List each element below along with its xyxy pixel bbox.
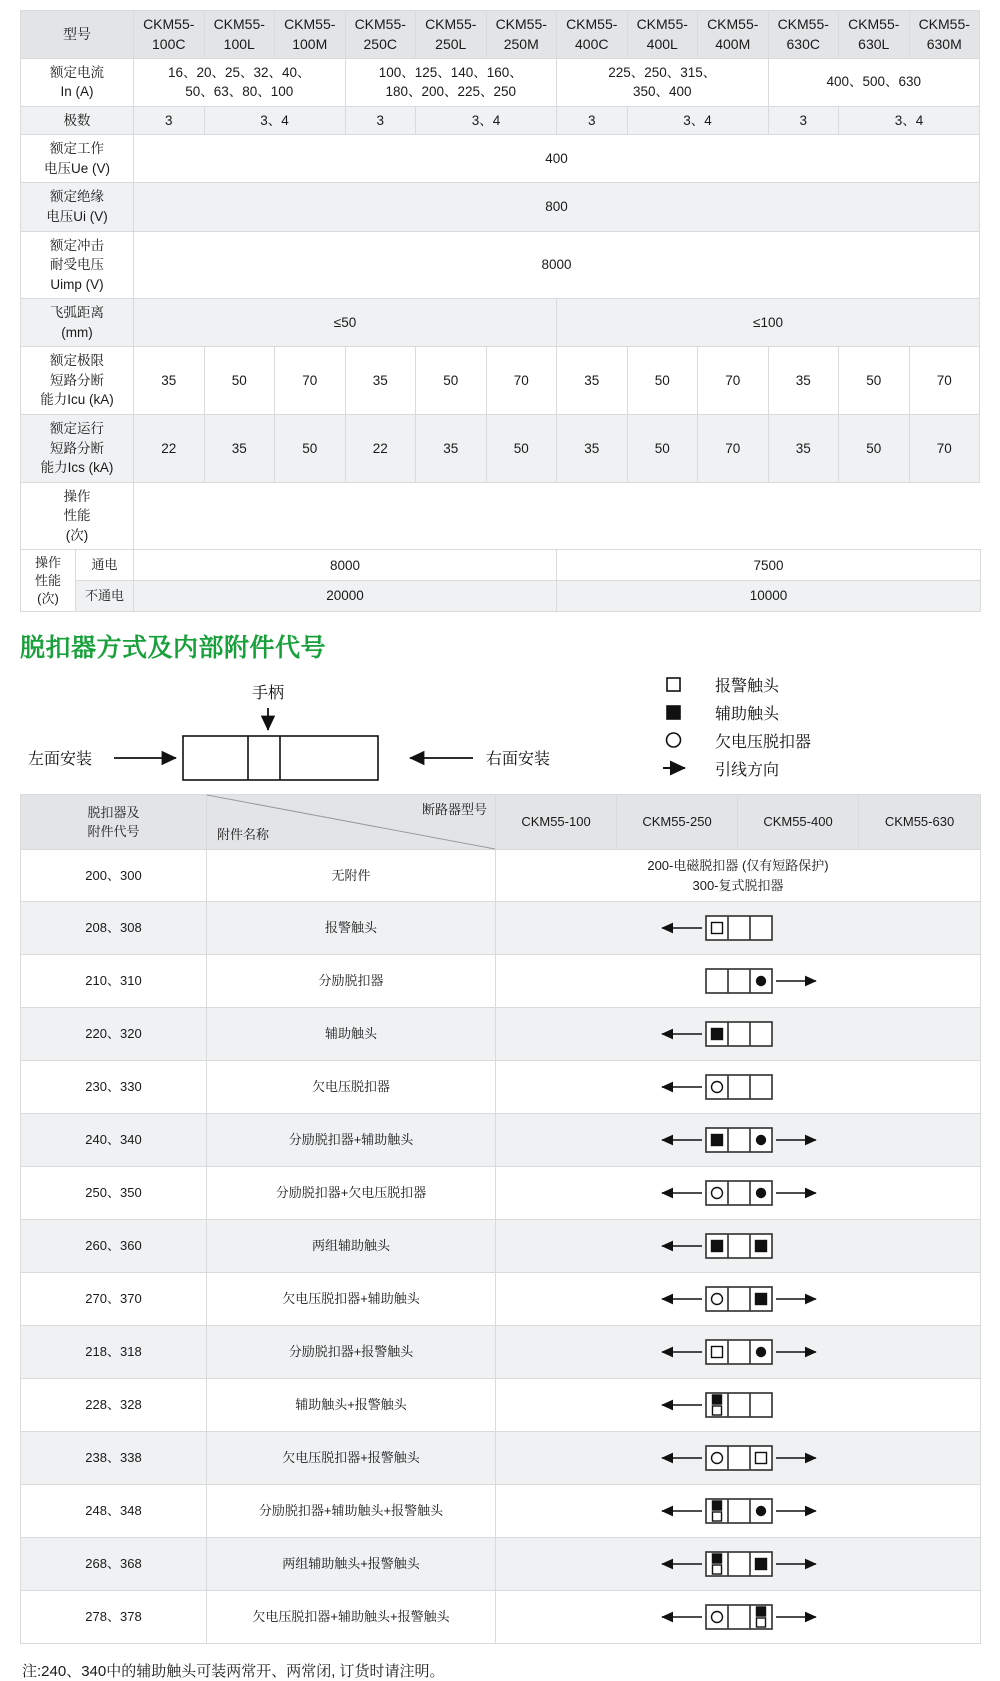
rated-current-group: 100、125、140、160、 180、200、225、250 — [345, 58, 557, 106]
poles-value: 3、4 — [627, 106, 768, 135]
icu-value: 35 — [345, 347, 416, 415]
ics-value: 50 — [275, 415, 346, 483]
diagram-zone — [0, 668, 1000, 786]
table-row-working-voltage — [21, 135, 980, 183]
accessory-diagram — [618, 1332, 858, 1372]
acc-diagram-cell — [496, 1273, 981, 1326]
impulse-voltage-value: 8000 — [134, 231, 980, 299]
acc-code: 200、300 — [21, 850, 207, 902]
row-label-insulation-voltage: 额定绝缘 电压Ui (V) — [21, 183, 134, 231]
legend-label: 引线方向 — [715, 762, 780, 780]
hollow-square-icon — [756, 1453, 767, 1464]
acc-row — [21, 1538, 981, 1591]
section-heading: 脱扣器方式及内部附件代号 — [20, 634, 327, 663]
poles-value: 3、4 — [204, 106, 345, 135]
operation-label: 操作 性能 (次) — [21, 550, 76, 612]
hollow-circle-icon — [712, 1188, 723, 1199]
acc-code: 240、340 — [21, 1114, 207, 1167]
acc-row — [21, 1326, 981, 1379]
model-cell: CKM55-630M — [909, 11, 980, 59]
acc-name: 辅助触头 — [207, 1008, 496, 1061]
filled-square-icon — [667, 706, 680, 719]
table-row-arc-distance — [21, 299, 980, 347]
icu-value: 35 — [134, 347, 205, 415]
acc-diagram-cell — [496, 1485, 981, 1538]
model-cell: CKM55-400M — [698, 11, 769, 59]
acc-header-breaker-model-label: 断路器型号 — [421, 802, 487, 818]
acc-row — [21, 1273, 981, 1326]
ics-value: 22 — [345, 415, 416, 483]
hollow-square-icon — [712, 1565, 721, 1574]
hollow-circle-icon — [712, 1082, 723, 1093]
ics-value: 22 — [134, 415, 205, 483]
model-cell: CKM55-400L — [627, 11, 698, 59]
filled-square-icon — [712, 1395, 721, 1404]
acc-diagram-cell — [496, 1008, 981, 1061]
filled-circle-icon — [756, 976, 766, 986]
working-voltage-value: 400 — [134, 135, 980, 183]
ics-value: 35 — [557, 415, 628, 483]
icu-value: 70 — [698, 347, 769, 415]
acc-name: 两组辅助触头 — [207, 1220, 496, 1273]
icu-value: 50 — [839, 347, 910, 415]
poles-value: 3、4 — [839, 106, 980, 135]
accessory-diagram — [618, 1279, 858, 1319]
acc-diagram-cell — [496, 1167, 981, 1220]
accessory-diagram — [618, 1597, 858, 1637]
acc-code: 248、348 — [21, 1485, 207, 1538]
ics-value: 70 — [909, 415, 980, 483]
icu-value: 50 — [416, 347, 487, 415]
table-row-deenergized — [21, 581, 981, 612]
handle-label: 手柄 — [251, 685, 285, 703]
accessory-diagram — [618, 1173, 858, 1213]
acc-name: 报警触头 — [207, 902, 496, 955]
acc-name: 分励脱扣器+欠电压脱扣器 — [207, 1167, 496, 1220]
filled-circle-icon — [756, 1506, 766, 1516]
acc-row-no-accessory — [21, 850, 981, 902]
deenergized-value: 10000 — [557, 581, 981, 612]
hollow-circle-icon — [712, 1453, 723, 1464]
ics-value: 70 — [698, 415, 769, 483]
model-cell: CKM55-250C — [345, 11, 416, 59]
acc-header-accessory-name-label: 附件名称 — [217, 826, 270, 842]
acc-code: 220、320 — [21, 1008, 207, 1061]
legend-label: 欠电压脱扣器 — [715, 734, 812, 752]
acc-row — [21, 1008, 981, 1061]
icu-value: 50 — [204, 347, 275, 415]
deenergized-value: 20000 — [134, 581, 557, 612]
filled-square-icon — [756, 1607, 765, 1616]
accessory-diagram — [618, 1491, 858, 1531]
ics-value: 50 — [839, 415, 910, 483]
acc-name: 两组辅助触头+报警触头 — [207, 1538, 496, 1591]
table-row-ics — [21, 415, 980, 483]
hollow-square-icon — [756, 1618, 765, 1627]
hollow-square-icon — [712, 1512, 721, 1521]
model-cell: CKM55-630C — [768, 11, 839, 59]
acc-row — [21, 1220, 981, 1273]
acc-name: 分励脱扣器+辅助触头 — [207, 1114, 496, 1167]
table-row-operation-energized — [21, 482, 980, 550]
acc-name: 分励脱扣器 — [207, 955, 496, 1008]
handle-mounting-diagram — [18, 668, 618, 786]
poles-value: 3 — [768, 106, 839, 135]
acc-diagram-cell — [496, 955, 981, 1008]
poles-value: 3 — [557, 106, 628, 135]
icu-value: 50 — [627, 347, 698, 415]
acc-row — [21, 1432, 981, 1485]
acc-name: 分励脱扣器+报警触头 — [207, 1326, 496, 1379]
acc-name: 分励脱扣器+辅助触头+报警触头 — [207, 1485, 496, 1538]
acc-row — [21, 1591, 981, 1644]
energized-value: 7500 — [557, 550, 981, 581]
filled-square-icon — [756, 1241, 767, 1252]
rated-current-group: 225、250、315、 350、400 — [557, 58, 769, 106]
filled-square-icon — [756, 1294, 767, 1305]
acc-diagram-cell — [496, 1061, 981, 1114]
table-row-icu — [21, 347, 980, 415]
row-label-operation: 操作 性能 (次) — [21, 482, 134, 550]
row-label-poles: 极数 — [21, 106, 134, 135]
hollow-circle-icon — [667, 733, 681, 747]
acc-diagram-cell — [496, 1326, 981, 1379]
filled-square-icon — [712, 1501, 721, 1510]
filled-circle-icon — [756, 1347, 766, 1357]
table-row-impulse-voltage — [21, 231, 980, 299]
legend-label: 报警触头 — [715, 678, 780, 696]
icu-value: 70 — [486, 347, 557, 415]
left-mount-label: 左面安装 — [28, 751, 93, 769]
row-label-working-voltage: 额定工作 电压Ue (V) — [21, 135, 134, 183]
accessory-diagram — [618, 908, 858, 948]
accessory-diagram — [618, 1385, 858, 1425]
ics-value: 50 — [486, 415, 557, 483]
acc-name: 欠电压脱扣器 — [207, 1061, 496, 1114]
acc-diagram-cell — [496, 902, 981, 955]
acc-code: 270、370 — [21, 1273, 207, 1326]
right-mount-label: 右面安装 — [486, 751, 551, 769]
row-label-rated-current: 额定电流 In (A) — [21, 58, 134, 106]
icu-value: 35 — [768, 347, 839, 415]
energized-label: 通电 — [76, 550, 134, 581]
table-row-energized — [21, 550, 981, 581]
acc-header-diagonal-cell — [207, 795, 496, 850]
accessory-diagram — [618, 1067, 858, 1107]
acc-diagram-cell — [496, 1538, 981, 1591]
acc-code: 238、338 — [21, 1432, 207, 1485]
accessory-diagram — [618, 961, 858, 1001]
accessory-code-table — [20, 794, 981, 1644]
acc-row — [21, 1114, 981, 1167]
ics-value: 35 — [204, 415, 275, 483]
poles-value: 3、4 — [416, 106, 557, 135]
icu-value: 70 — [909, 347, 980, 415]
acc-code: 208、308 — [21, 902, 207, 955]
acc-code: 218、318 — [21, 1326, 207, 1379]
acc-code: 210、310 — [21, 955, 207, 1008]
footnote: 注:240、340中的辅助触头可装两常开、两常闭, 订货时请注明。 — [22, 1663, 445, 1681]
acc-header-code: 脱扣器及 附件代号 — [21, 795, 207, 850]
accessory-diagram — [618, 1120, 858, 1160]
acc-row — [21, 1379, 981, 1432]
hollow-square-icon — [712, 1406, 721, 1415]
table-row-rated-current — [21, 58, 980, 106]
acc-name: 辅助触头+报警触头 — [207, 1379, 496, 1432]
acc-diagram-cell — [496, 1591, 981, 1644]
model-cell: CKM55-630L — [839, 11, 910, 59]
filled-circle-icon — [756, 1188, 766, 1198]
row-label-icu: 额定极限 短路分断 能力Icu (kA) — [21, 347, 134, 415]
acc-row — [21, 1061, 981, 1114]
hollow-square-icon — [667, 678, 680, 691]
acc-row — [21, 1167, 981, 1220]
filled-square-icon — [712, 1241, 723, 1252]
acc-header-model: CKM55-400 — [738, 795, 859, 850]
ics-value: 35 — [416, 415, 487, 483]
hollow-circle-icon — [712, 1294, 723, 1305]
model-cell: CKM55-100M — [275, 11, 346, 59]
model-cell: CKM55-400C — [557, 11, 628, 59]
poles-value: 3 — [134, 106, 205, 135]
filled-square-icon — [756, 1559, 767, 1570]
filled-square-icon — [712, 1029, 723, 1040]
icu-value: 35 — [557, 347, 628, 415]
filled-square-icon — [712, 1135, 723, 1146]
row-label-arc-distance: 飞弧距离 (mm) — [21, 299, 134, 347]
filled-square-icon — [712, 1554, 721, 1563]
acc-code: 230、330 — [21, 1061, 207, 1114]
acc-code: 268、368 — [21, 1538, 207, 1591]
acc-name: 欠电压脱扣器+辅助触头 — [207, 1273, 496, 1326]
table-row-model — [21, 11, 980, 59]
acc-code: 250、350 — [21, 1167, 207, 1220]
rated-current-group: 16、20、25、32、40、 50、63、80、100 — [134, 58, 346, 106]
acc-name: 无附件 — [207, 850, 496, 902]
filled-circle-icon — [756, 1135, 766, 1145]
ics-value: 35 — [768, 415, 839, 483]
acc-header-model: CKM55-630 — [859, 795, 981, 850]
model-cell: CKM55-100L — [204, 11, 275, 59]
acc-header-row — [21, 795, 981, 850]
acc-header-model: CKM55-100 — [496, 795, 617, 850]
acc-diagram-cell — [496, 1379, 981, 1432]
accessory-diagram — [618, 1226, 858, 1266]
arc-distance-value: ≤50 — [134, 299, 557, 347]
specifications-table — [20, 10, 980, 550]
acc-name: 欠电压脱扣器+辅助触头+报警触头 — [207, 1591, 496, 1644]
acc-row — [21, 1485, 981, 1538]
model-cell: CKM55-100C — [134, 11, 205, 59]
table-row-poles — [21, 106, 980, 135]
acc-code: 278、378 — [21, 1591, 207, 1644]
model-cell: CKM55-250M — [486, 11, 557, 59]
hollow-square-icon — [712, 923, 723, 934]
accessory-diagram — [618, 1544, 858, 1584]
acc-diagram-cell — [496, 1432, 981, 1485]
legend-label: 辅助触头 — [715, 706, 780, 724]
datasheet-page — [0, 10, 1000, 1681]
symbol-legend — [655, 672, 955, 790]
accessory-diagram — [618, 1014, 858, 1054]
table-row-insulation-voltage — [21, 183, 980, 231]
acc-description: 200-电磁脱扣器 (仅有短路保护) 300-复式脱扣器 — [496, 850, 981, 902]
acc-row — [21, 955, 981, 1008]
rated-current-group: 400、500、630 — [768, 58, 980, 106]
insulation-voltage-value: 800 — [134, 183, 980, 231]
poles-value: 3 — [345, 106, 416, 135]
hollow-square-icon — [712, 1347, 723, 1358]
deenergized-label: 不通电 — [76, 581, 134, 612]
acc-diagram-cell — [496, 1220, 981, 1273]
icu-value: 70 — [275, 347, 346, 415]
acc-diagram-cell — [496, 1114, 981, 1167]
operation-performance-table — [20, 549, 981, 612]
accessory-diagram — [618, 1438, 858, 1478]
ics-value: 50 — [627, 415, 698, 483]
arc-distance-value: ≤100 — [557, 299, 980, 347]
row-label-impulse-voltage: 额定冲击 耐受电压 Uimp (V) — [21, 231, 134, 299]
acc-code: 228、328 — [21, 1379, 207, 1432]
row-label-model: 型号 — [21, 11, 134, 59]
acc-name: 欠电压脱扣器+报警触头 — [207, 1432, 496, 1485]
model-cell: CKM55-250L — [416, 11, 487, 59]
acc-code: 260、360 — [21, 1220, 207, 1273]
acc-row — [21, 902, 981, 955]
energized-value: 8000 — [134, 550, 557, 581]
hollow-circle-icon — [712, 1612, 723, 1623]
row-label-ics: 额定运行 短路分断 能力Ics (kA) — [21, 415, 134, 483]
acc-header-model: CKM55-250 — [617, 795, 738, 850]
